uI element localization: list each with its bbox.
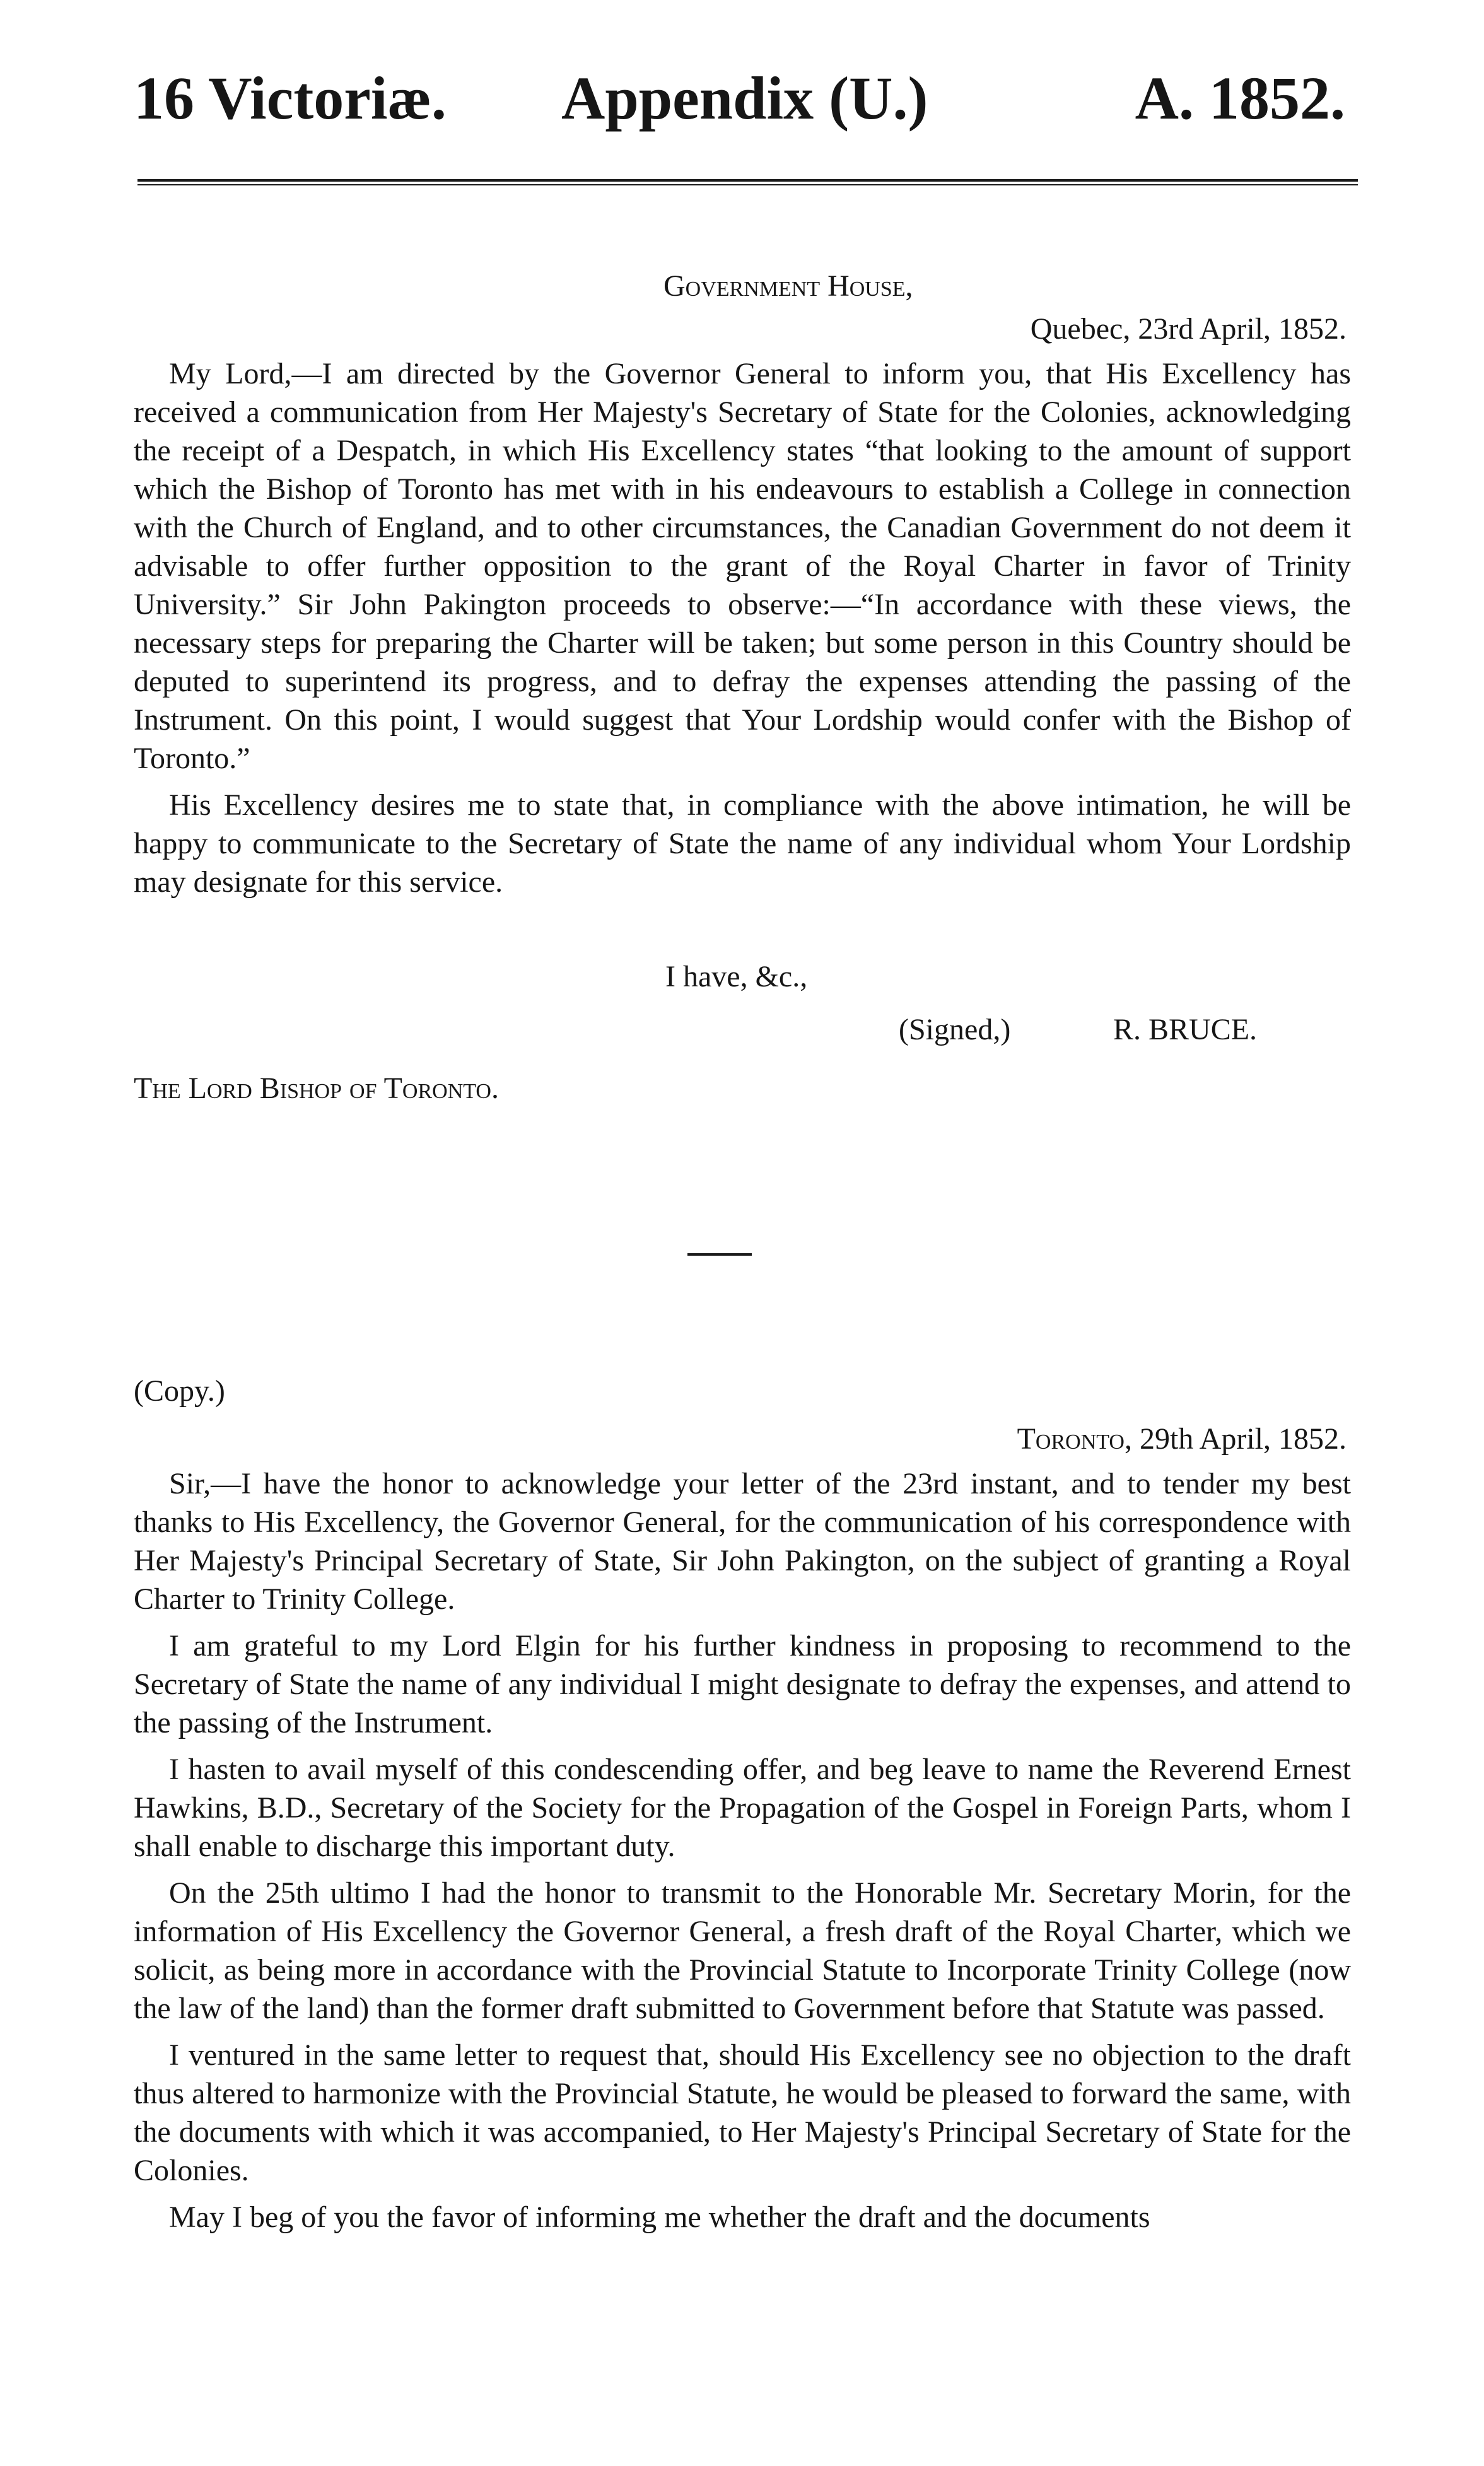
- letter2-paragraph: On the 25th ultimo I had the honor to transmit to the Honorable Mr. Secretary Morin, for the information of His Excellency the Governor General, a fresh draft of the Royal Charter, which we solicit, as being more in accordance with the Provincial Statute to Incorporate Trinity College (now the law of the land) than the former draft submitted to Government before that Statute was passed.: [134, 1876, 1351, 2025]
- place: Toronto,: [1017, 1422, 1132, 1456]
- date: 29th April, 1852.: [1139, 1422, 1347, 1456]
- header-rule-top: [137, 179, 1358, 182]
- addressee: The Lord Bishop of Toronto.: [134, 1072, 499, 1105]
- address-line-1: Government House,: [663, 269, 913, 303]
- letter1-paragraph: His Excellency desires me to state that, in compliance with the above intimation, he will be happy to communicate to the Secretary of State the name of any individual whom Your Lordship may designate for this service.: [134, 788, 1351, 899]
- letter2-paragraph: I ventured in the same letter to request that, should His Excellency see no objection to the draft thus altered to harmonize with the Provincial Statute, he would be pleased to forward the same, with the documents with which it was accompanied, to Her Majesty's Principal Secretary of State for the Colonies.: [134, 2038, 1351, 2187]
- header-year: A. 1852.: [1135, 64, 1345, 132]
- letter2-paragraph: I am grateful to my Lord Elgin for his further kindness in proposing to recommend to the Secretary of State the name of any individual I might designate to defray the expenses, and attend to the passing of the Instrument.: [134, 1629, 1351, 1739]
- header-rule-bottom: [137, 184, 1358, 185]
- letter2-body: [134, 1464, 1351, 2236]
- letter2-paragraph: May I beg of you the favor of informing me whether the draft and the documents: [169, 2200, 1150, 2234]
- signed-label: (Signed,): [899, 1013, 1011, 1046]
- signer-name: R. BRUCE.: [1113, 1013, 1258, 1046]
- copy-label: (Copy.): [134, 1374, 225, 1408]
- header-regnal-year: 16 Victoriæ.: [134, 64, 447, 132]
- address-line-2: Quebec, 23rd April, 1852.: [1030, 312, 1347, 346]
- header-appendix: Appendix (U.): [561, 64, 928, 132]
- letter1-body: [134, 354, 1351, 901]
- letter2-paragraph: I hasten to avail myself of this condescending offer, and beg leave to name the Reverend Ernest Hawkins, B.D., Secretary of the Society for the Propagation of the Gospel in Foreign Parts, whom I shall enable to discharge this important duty.: [134, 1753, 1351, 1863]
- letter2-paragraph: Sir,—I have the honor to acknowledge your letter of the 23rd instant, and to tender my best thanks to His Excellency, the Governor General, for the communication of his correspondence with Her Majesty's Principal Secretary of State, Sir John Pakington, on the subject of granting a Royal Charter to Trinity College.: [134, 1467, 1351, 1616]
- section-divider: [687, 1253, 752, 1256]
- place-date: [1017, 1420, 1347, 1458]
- letter1-paragraph: My Lord,—I am directed by the Governor General to inform you, that His Excellency has received a communication from Her Majesty's Secretary of State for the Colonies, acknowledging the receipt of a Despatch, in which His Excellency states “that looking to the amount of support which the Bishop of Toronto has met with in his endeavours to establish a College in connection with the Church of England, and to other circumstances, the Canadian Government do not deem it advisable to offer further opposition to the grant of the Royal Charter in favor of Trinity University.” Sir John Pakington proceeds to observe:—“In accordance with these views, the necessary steps for preparing the Charter will be taken; but some person in this Country should be deputed to superintend its progress, and to defray the expenses attending the passing of the Instrument. On this point, I would suggest that Your Lordship would confer with the Bishop of Toronto.”: [134, 357, 1351, 775]
- closing: I have, &c.,: [665, 960, 808, 993]
